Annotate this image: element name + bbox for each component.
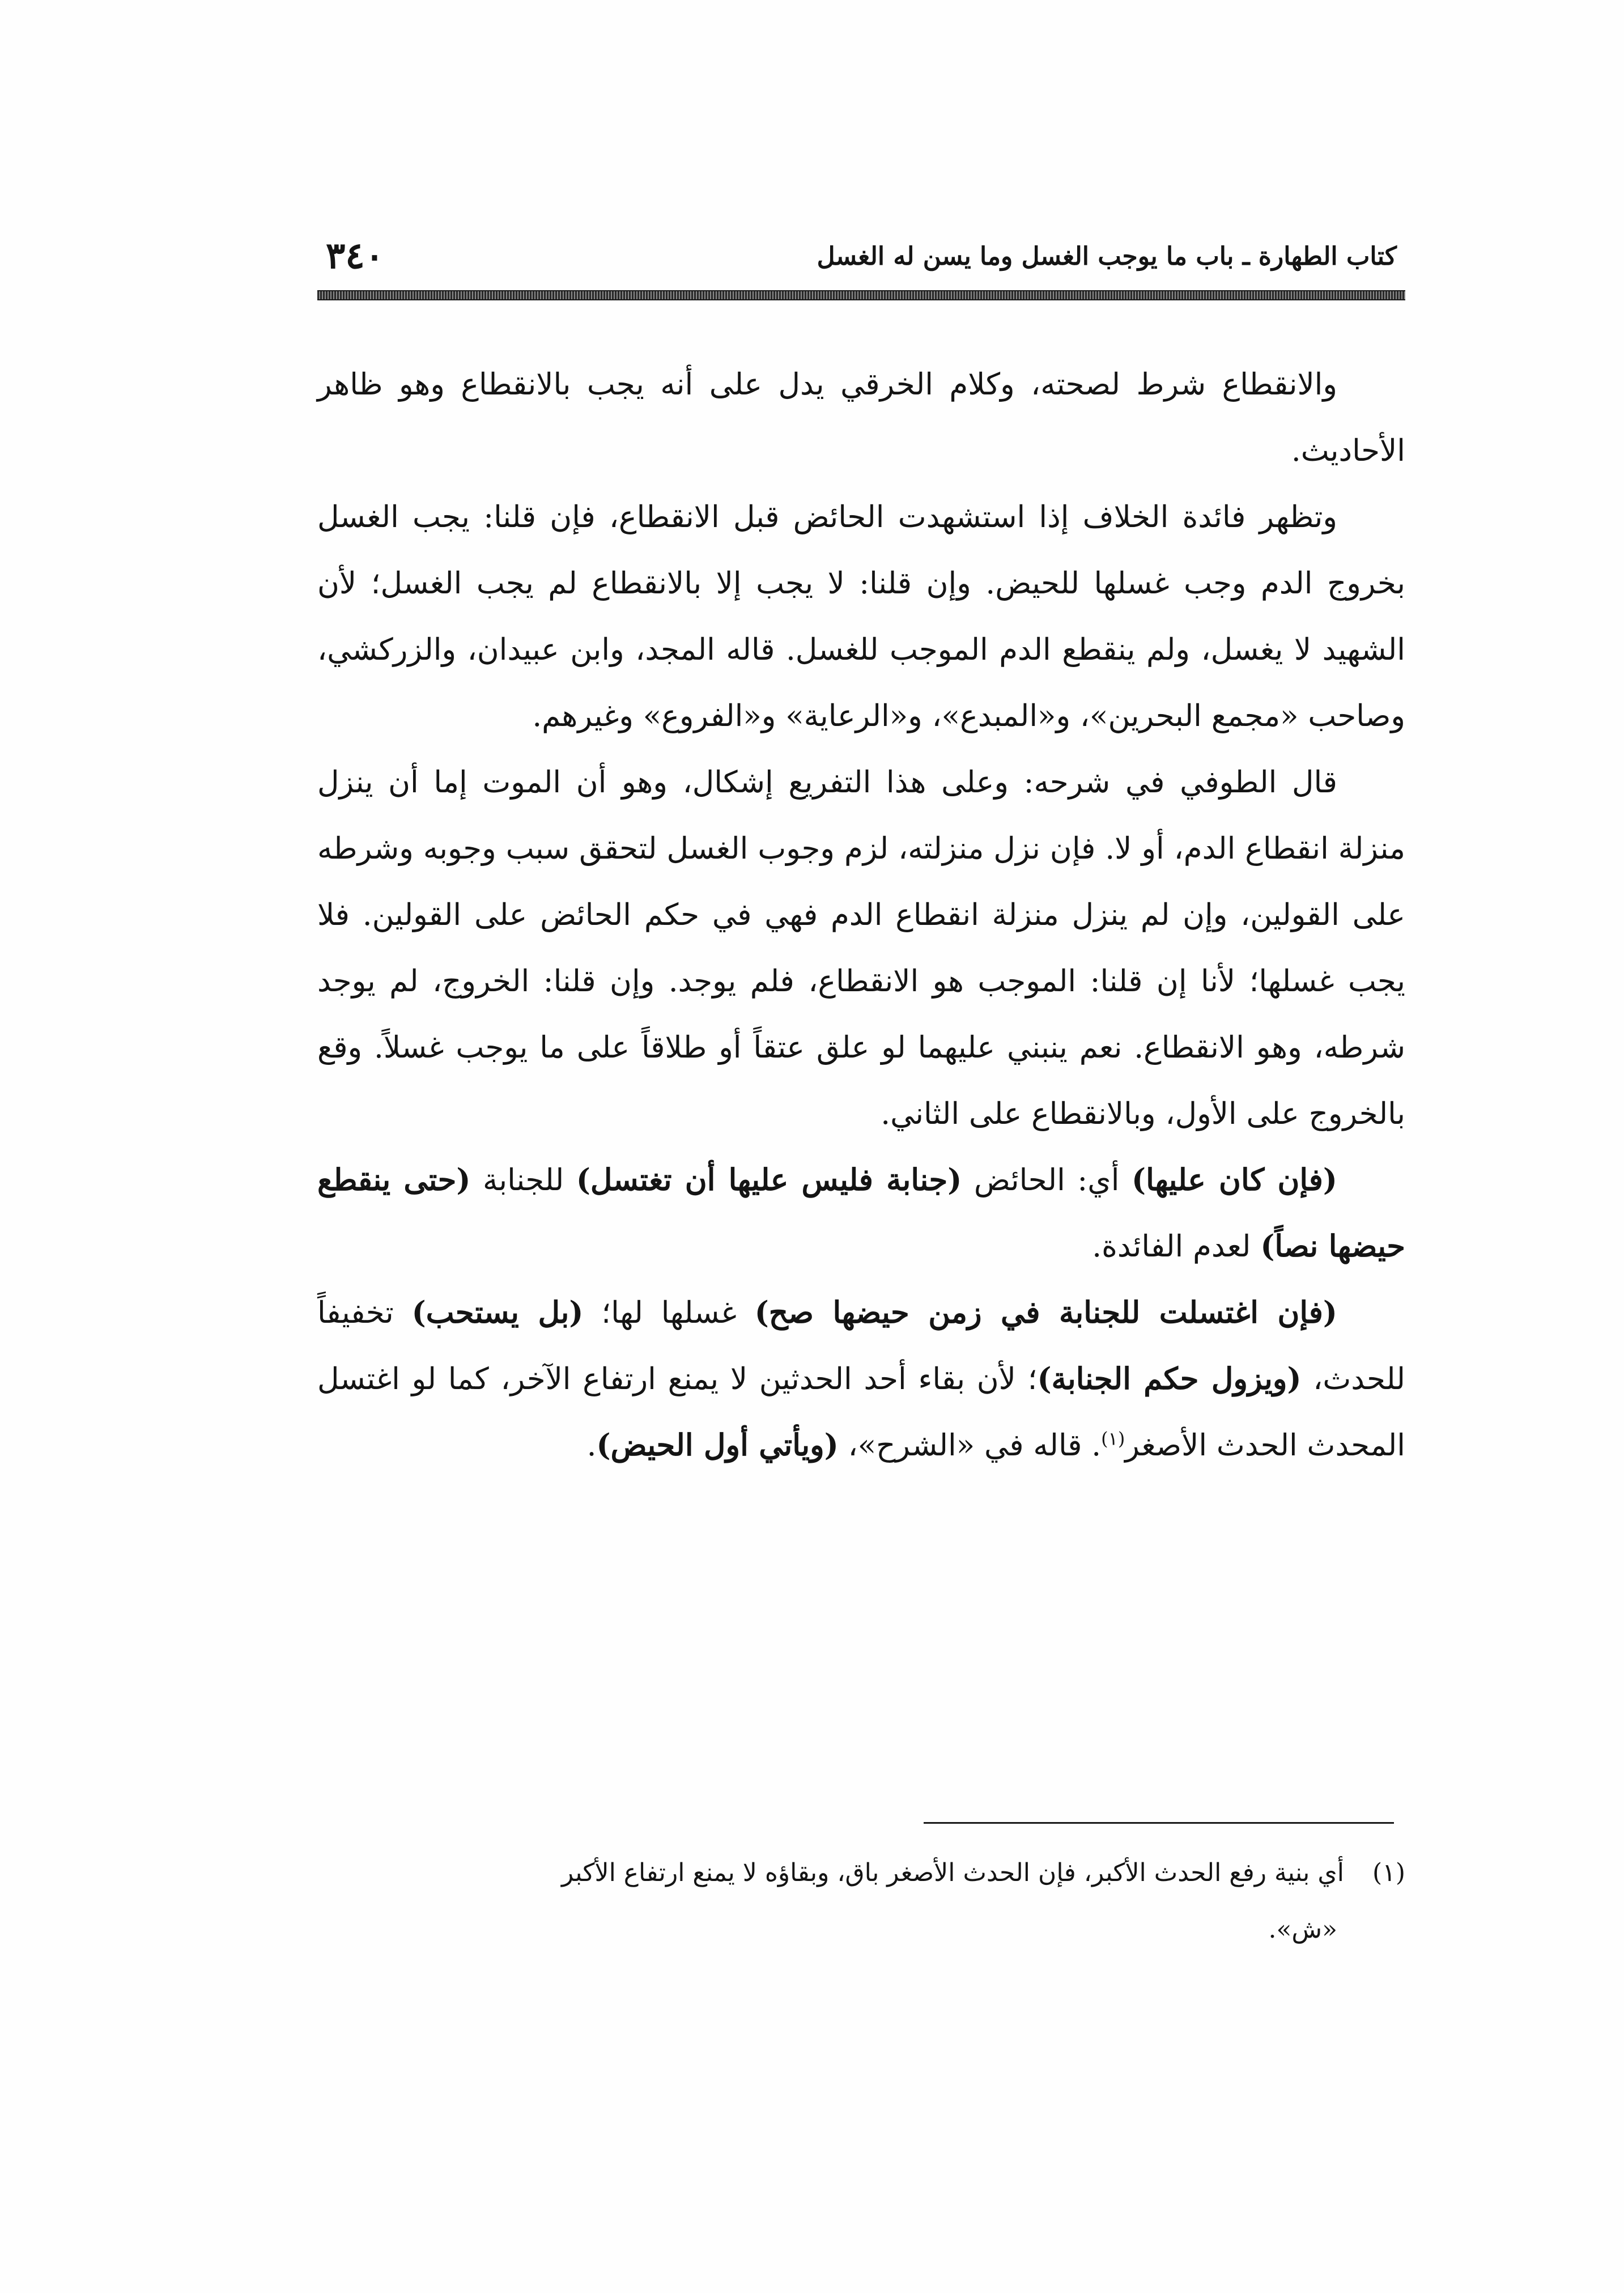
paragraph-2: وتظهر فائدة الخلاف إذا استشهدت الحائض قبل الانقطاع، فإن قلنا: يجب الغسل بخروج الدم وجب غسلها للحيض. وإن قلنا: لا يجب إلا بالانقطاع لم يجب الغسل؛ لأن الشهيد لا يغسل، ولم ينقطع الدم الموجب للغسل. قاله المجد، وابن عبيدان، والزركشي، وصاحب «مجمع البحرين»، و«المبدع»، و«الرعاية» و«الفروع» وغيرهم. (317, 500, 1405, 733)
paragraph-5 (317, 1280, 1405, 1479)
footnote-reference: (١) (1101, 1428, 1125, 1450)
header-rule (317, 290, 1405, 300)
footnote-separator (924, 1822, 1394, 1824)
sharh-text: . قاله في «الشرح»، (838, 1428, 1102, 1463)
footnote-marker: (١) (1372, 1858, 1405, 1887)
matn-text: (فإن كان عليها) (1132, 1162, 1337, 1198)
sharh-text: . (586, 1428, 597, 1463)
footnote-line (317, 1845, 1405, 1901)
matn-text: (ويزول حكم الجنابة) (1037, 1361, 1302, 1396)
matn-text: (فإن اغتسلت للجنابة في زمن حيضها صح) (754, 1295, 1337, 1330)
matn-text: (ويأتي أول الحيض) (596, 1428, 839, 1463)
matn-text: (حتى ينقطع حيضها نصاً) (317, 1162, 1405, 1264)
sharh-text: أي: الحائض (962, 1163, 1132, 1198)
footnote-text: أي بنية رفع الحدث الأكبر، فإن الحدث الأصغر باق، وبقاؤه لا يمنع ارتفاع الأكبر (562, 1858, 1345, 1887)
matn-text: (بل يستحب) (411, 1295, 584, 1330)
footnotes (317, 1845, 1405, 1958)
footnote-continuation: «ش». (1268, 1915, 1337, 1944)
sharh-text: للجنابة (470, 1163, 576, 1198)
sharh-text: غسلها لها؛ (583, 1296, 755, 1330)
main-text (317, 351, 1405, 1479)
page-number: ٣٤٠ (326, 235, 385, 277)
matn-text: (جنابة فليس عليها أن تغتسل) (576, 1162, 962, 1198)
paragraph-4 (317, 1147, 1405, 1280)
sharh-text: ؛ لأن بقاء أحد الحدثين لا يمنع ارتفاع الآخر، كما لو اغتسل المحدث الحدث الأصغر (317, 1362, 1405, 1463)
sharh-text: تخفيفاً للحدث، (317, 1296, 1406, 1396)
page-header (326, 233, 1397, 279)
sharh-text: لعدم الفائدة. (1092, 1229, 1261, 1264)
running-title: كتاب الطهارة ـ باب ما يوجب الغسل وما يسن له الغسل (817, 242, 1397, 271)
paragraph-1: والانقطاع شرط لصحته، وكلام الخرقي يدل على أنه يجب بالانقطاع وهو ظاهر الأحاديث. (317, 367, 1405, 468)
paragraph-3: قال الطوفي في شرحه: وعلى هذا التفريع إشكال، وهو أن الموت إما أن ينزل منزلة انقطاع الدم، أو لا. فإن نزل منزلته، لزم وجوب الغسل لتحقق سبب وجوبه وشرطه على القولين، وإن لم ينزل منزلة انقطاع الدم فهي في حكم الحائض على القولين. فلا يجب غسلها؛ لأنا إن قلنا: الموجب هو الانقطاع، فلم يوجد. وإن قلنا: الخروج، لم يوجد شرطه، وهو الانقطاع. نعم ينبني عليهما لو علق عتقاً أو طلاقاً على ما يوجب غسلاً. وقع بالخروج على الأول، وبالانقطاع على الثاني. (317, 765, 1406, 1131)
